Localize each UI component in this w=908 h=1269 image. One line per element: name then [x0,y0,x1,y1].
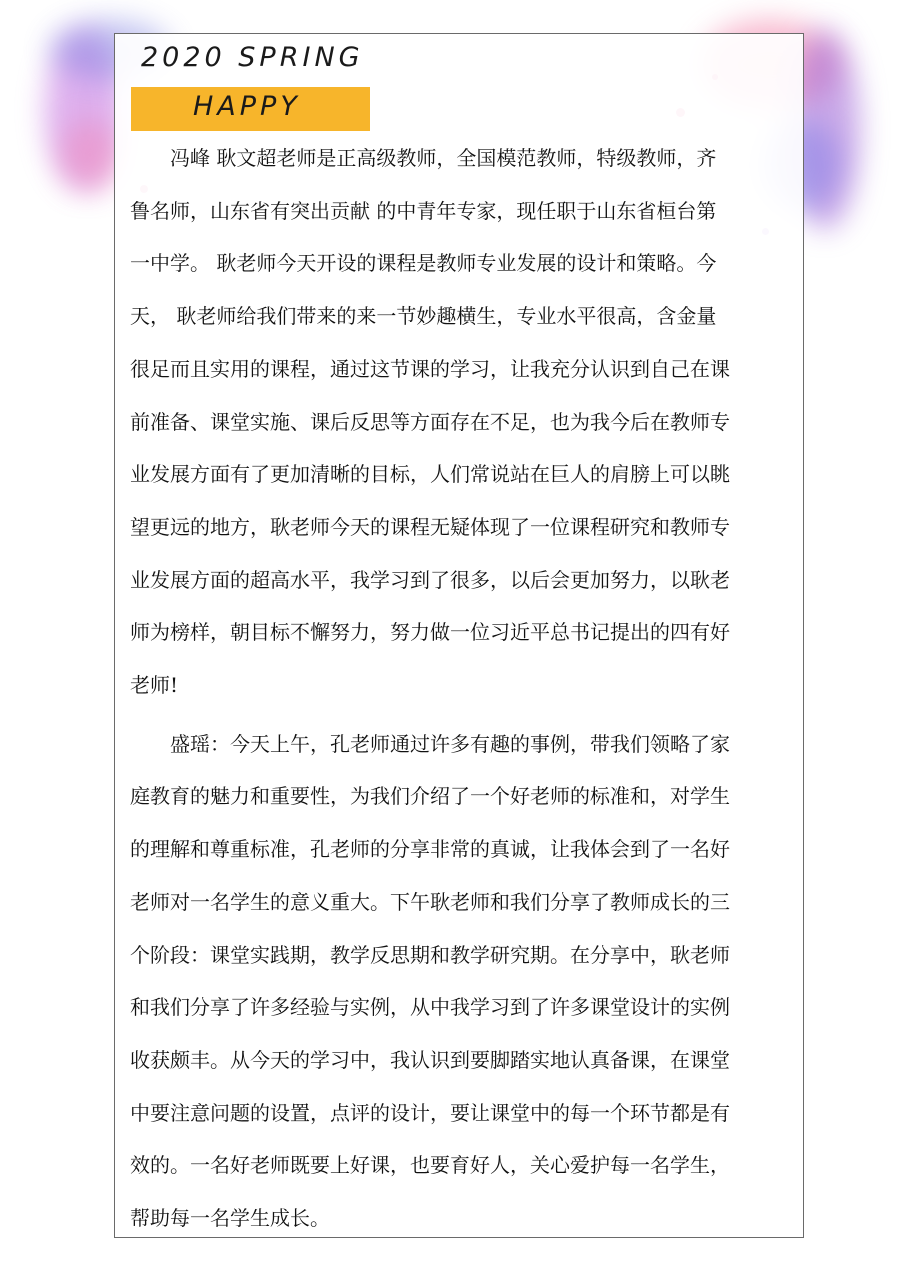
text-line: 前准备、课堂实施、课后反思等方面存在不足，也为我今后在教师专 [130,409,730,434]
page-title: 2020 SPRING [141,42,364,73]
text-line: 师为榜样，朝目标不懈努力，努力做一位习近平总书记提出的四有好 [130,620,730,645]
text-line: 盛瑶：今天上午，孔老师通过许多有趣的事例，带我们领略了家 [130,731,730,756]
text-line: 鲁名师，山东省有突出贡献 的中青年专家，现任职于山东省桓台第 [130,198,717,223]
text-line: 中要注意问题的设置，点评的设计，要让课堂中的每一个环节都是有 [130,1100,730,1125]
text-line: 一中学。 耿老师今天开设的课程是教师专业发展的设计和策略。今 [130,251,717,276]
text-line: 老师! [130,673,179,698]
text-line: 冯峰 耿文超老师是正高级教师，全国模范教师，特级教师，齐 [130,146,717,170]
text-line: 帮助每一名学生成长。 [130,1206,330,1231]
text-line: 老师对一名学生的意义重大。下午耿老师和我们分享了教师成长的三 [130,889,730,914]
text-line: 个阶段：课堂实践期，教学反思期和教学研究期。在分享中，耿老师 [130,942,730,967]
happy-banner [131,87,370,131]
text-line: 天， 耿老师给我们带来的来一节妙趣横生，专业水平很高，含金量 [130,304,717,329]
text-line: 业发展方面有了更加清晰的目标，人们常说站在巨人的肩膀上可以眺 [130,462,730,487]
text-line: 效的。一名好老师既要上好课，也要育好人，关心爱护每一名学生， [130,1153,730,1178]
text-line: 的理解和尊重标准，孔老师的分享非常的真诚，让我体会到了一名好 [130,837,730,862]
paragraph-sheng [130,718,804,1238]
text-line: 庭教育的魅力和重要性，为我们介绍了一个好老师的标准和，对学生 [130,784,730,809]
paragraph-feng [130,132,804,712]
text-line: 很足而且实用的课程，通过这节课的学习，让我充分认识到自己在课 [130,356,730,381]
text-line: 望更远的地方，耿老师今天的课程无疑体现了一位课程研究和教师专 [130,514,730,539]
text-line: 和我们分享了许多经验与实例，从中我学习到了许多课堂设计的实例 [130,995,730,1020]
text-line: 收获颇丰。从今天的学习中，我认识到要脚踏实地认真备课，在课堂 [130,1047,730,1072]
banner-label: HAPPY [193,91,301,122]
document-frame [114,33,804,1238]
text-line: 业发展方面的超高水平，我学习到了很多，以后会更加努力，以耿老 [130,567,730,592]
article-body [130,132,804,1238]
